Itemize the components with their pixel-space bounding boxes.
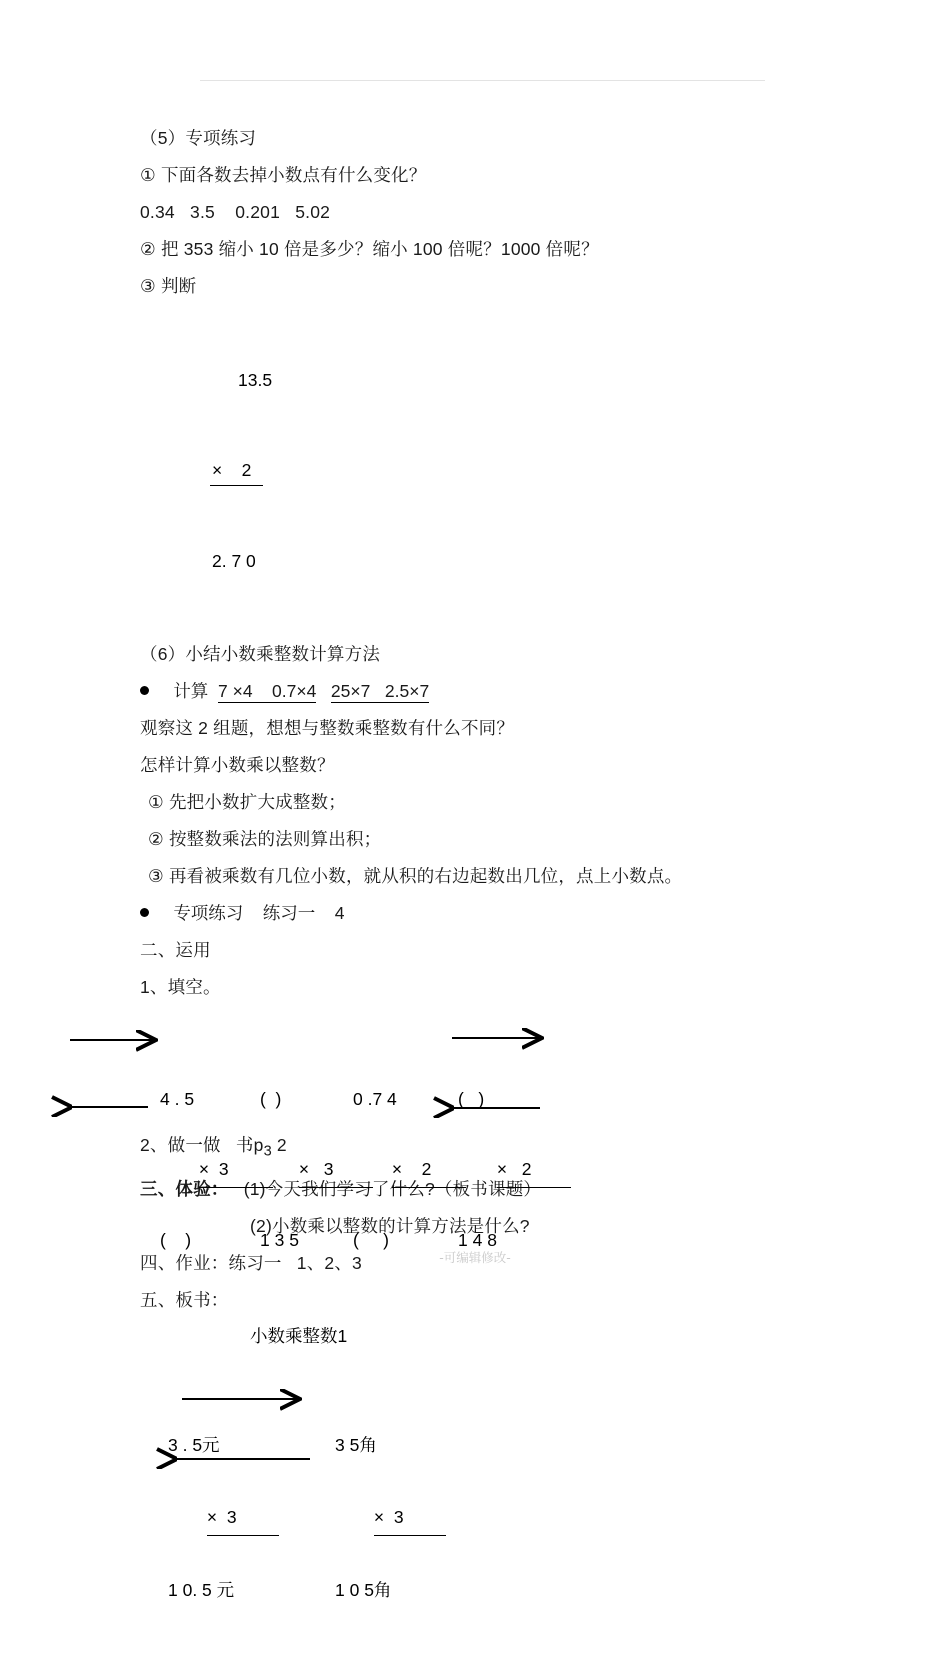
bullet-practice-row xyxy=(140,895,840,932)
fill-col1-bottom: ( ) xyxy=(160,1230,192,1250)
blackboard-left-bottom: 1 0. 5 元 xyxy=(168,1579,235,1600)
compute-group-1: 7 ×4 0.7×4 xyxy=(218,681,317,701)
observe-prompt: 观察这 2 组题，想想与整数乘整数有什么不同？ xyxy=(140,718,515,738)
bullet-dot-icon xyxy=(140,908,149,917)
blackboard-column-yuan xyxy=(168,1355,279,1680)
header-divider xyxy=(200,80,765,81)
fill-col4-top: ( ) xyxy=(458,1089,485,1109)
judge-operator-row: × 2 xyxy=(210,455,263,486)
practice-text: 专项练习 练习一 4 xyxy=(173,903,345,923)
do-it-tail: 2 xyxy=(271,1135,287,1155)
fill-blank-title: 1、填空。 xyxy=(140,977,221,997)
section-3-label: 三、体验： xyxy=(140,1178,229,1199)
fill-col1-operator: × 3 xyxy=(199,1152,273,1188)
method-step-3: ③ 再看被乘数有几位小数，就从积的右边起数出几位，点上小数点。 xyxy=(148,866,683,886)
judge-multiplicand: 13.5 xyxy=(238,370,273,390)
fill-col2-operator: × 3 xyxy=(299,1152,373,1188)
method-step-1: ① 先把小数扩大成整数； xyxy=(148,792,346,812)
method-step-2: ② 按整数乘法的法则算出积； xyxy=(148,829,382,849)
question-2: ② 把 353 缩小 10 倍是多少？缩小 100 倍呢？1000 倍呢？ xyxy=(140,239,599,259)
section-4-homework: 四、作业：练习一 1、2、3 xyxy=(140,1252,362,1273)
section-3-item-1: (1)今天我们学习了什么?（板书课题） xyxy=(243,1178,542,1199)
do-it-subscript: 3 xyxy=(263,1143,272,1160)
question-3-judge: ③ 判断 xyxy=(140,276,197,296)
fill-column-4 xyxy=(458,1012,571,1327)
blackboard-title: 小数乘整数1 xyxy=(250,1325,348,1346)
heading-special-practice: （5）专项练习 xyxy=(140,128,257,148)
judge-product: 2. 7 0 xyxy=(212,551,256,571)
decimal-numbers-list: 0.34 3.5 0.201 5.02 xyxy=(140,202,331,222)
section-5-blackboard: 五、板书： xyxy=(140,1289,229,1310)
question-1: ① 下面各数去掉小数点有什么变化？ xyxy=(140,165,427,185)
section-3-item-2: (2)小数乘以整数的计算方法是什么? xyxy=(250,1215,530,1236)
blackboard-right-top: 3 5角 xyxy=(335,1434,377,1455)
fill-col3-bottom: ( ) xyxy=(353,1230,389,1250)
fill-col2-bottom: 1 3 5 xyxy=(260,1230,299,1250)
blackboard-left-top: 3 . 5元 xyxy=(168,1434,220,1455)
blackboard-left-operator: × 3 xyxy=(207,1499,279,1536)
blackboard-grid xyxy=(140,1355,840,1600)
document-body xyxy=(140,120,840,1600)
fill-column-3 xyxy=(353,1012,466,1327)
fill-col3-operator: × 2 xyxy=(392,1152,466,1188)
fill-col4-operator: × 2 xyxy=(497,1152,571,1188)
heading-summary-method: （6）小结小数乘整数计算方法 xyxy=(140,644,381,664)
blackboard-column-jiao xyxy=(335,1355,446,1680)
how-to-compute-prompt: 怎样计算小数乘以整数？ xyxy=(140,755,335,775)
fill-col2-top: ( ) xyxy=(260,1089,282,1109)
fill-col1-top: 4 . 5 xyxy=(160,1089,195,1109)
do-it-text: 2、做一做 书p xyxy=(140,1135,264,1155)
vertical-calculation-judge xyxy=(210,305,360,636)
blackboard-right-bottom: 1 0 5角 xyxy=(335,1579,392,1600)
bullet-compute-row xyxy=(140,673,840,710)
page-footer-note: -可编辑修改- xyxy=(439,1250,511,1265)
bullet-dot-icon xyxy=(140,686,149,695)
compute-label: 计算 xyxy=(173,681,209,701)
fill-col4-bottom: 1 4 8 xyxy=(458,1230,497,1250)
section-2-title: 二、运用 xyxy=(140,940,211,960)
blackboard-right-operator: × 3 xyxy=(374,1499,446,1536)
fill-col3-top: 0 .7 4 xyxy=(353,1089,397,1109)
fill-column-1 xyxy=(160,1012,273,1327)
compute-group-2: 25×7 2.5×7 xyxy=(330,681,430,701)
